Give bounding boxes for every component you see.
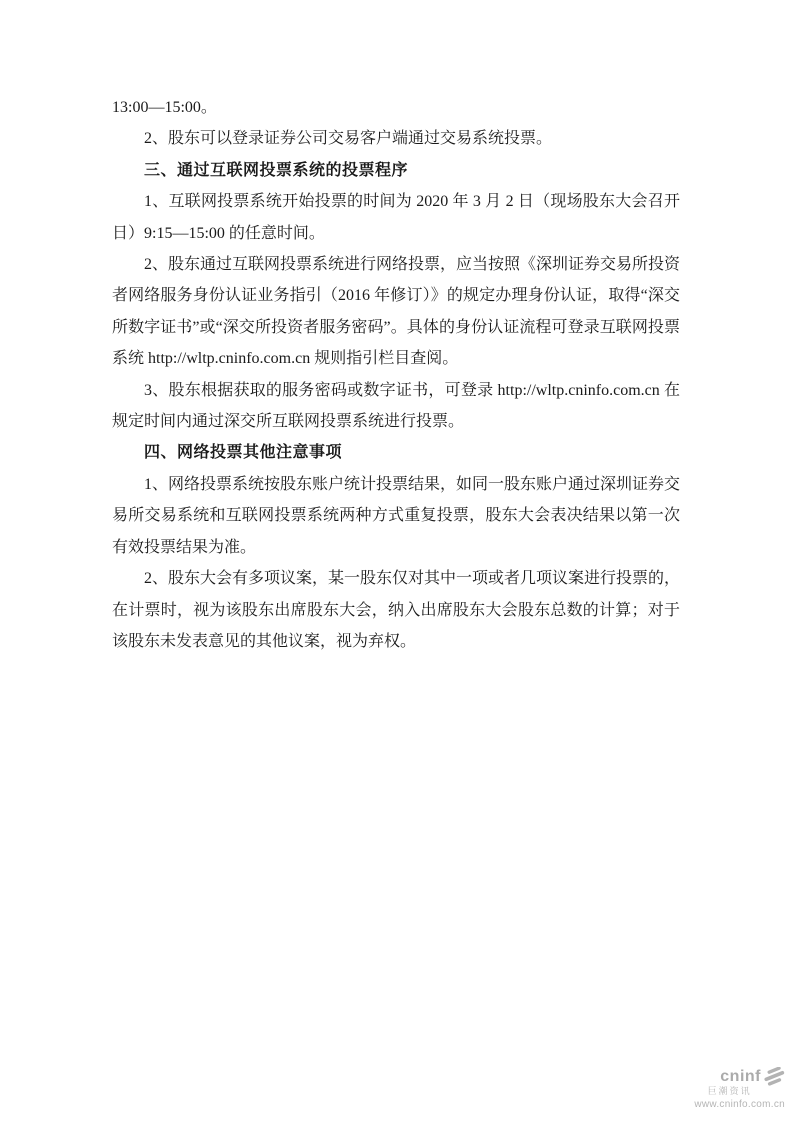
cninfo-logo-row (694, 1067, 785, 1086)
document-body (112, 92, 680, 657)
cninfo-swirl-icon (764, 1067, 785, 1086)
cninfo-logo-text: cninf (720, 1067, 761, 1085)
paragraph-time-range-continuation: 13:00—15:00。 (112, 99, 217, 116)
paragraph-duplicate-voting-rule: 1、网络投票系统按股东账户统计投票结果，如同一股东账户通过深圳证券交易所交易系统和互联网投票系统两种方式重复投票，股东大会表决结果以第一次有效投票结果为准。 (112, 475, 681, 556)
section-heading-internet-voting-procedure: 三、通过互联网投票系统的投票程序 (144, 161, 409, 179)
paragraph-trading-client-voting: 2、股东可以登录证券公司交易客户端通过交易系统投票。 (144, 130, 553, 148)
cninfo-logo-url: www.cninfo.com.cn (694, 1099, 785, 1110)
cninfo-logo-caption: 巨潮资讯 (707, 1086, 752, 1097)
section-heading-other-notes: 四、网络投票其他注意事项 (144, 444, 343, 462)
paragraph-partial-voting-rule: 2、股东大会有多项议案，某一股东仅对其中一项或者几项议案进行投票的，在计票时，视为该股东出席股东大会，纳入出席股东大会股东总数的计算；对于该股东未发表意见的其他议案，视为弃权。 (112, 570, 681, 650)
paragraph-identity-authentication: 2、股东通过互联网投票系统进行网络投票，应当按照《深圳证券交易所投资者网络服务身份认证业务指引（2016 年修订）》的规定办理身份认证，取得“深交所数字证书”或“深交所投资者服务密码”。具体的身份认证流程可登录互联网投票系统 http://wltp.cninfo.com.cn 规则指引栏目查阅。 (112, 256, 681, 368)
paragraph-login-with-password: 3、股东根据获取的服务密码或数字证书，可登录 http://wltp.cninfo.com.cn 在规定时间内通过深交所互联网投票系统进行投票。 (112, 381, 680, 431)
footer-logo (694, 1067, 785, 1110)
paragraph-voting-start-time: 1、互联网投票系统开始投票的时间为 2020 年 3 月 2 日（现场股东大会召开日）9:15—15:00 的任意时间。 (112, 193, 680, 242)
